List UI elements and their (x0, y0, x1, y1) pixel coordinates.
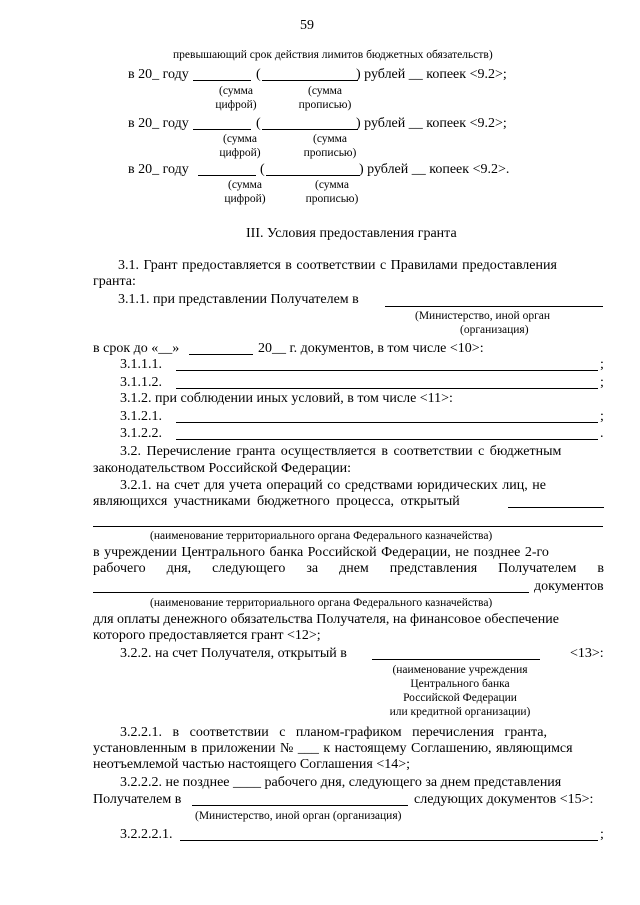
para-3-2-2-2-end: следующих документов <15>: (414, 792, 594, 807)
central-bank-line2: рабочего дня, следующего за днем представления Получателем в (93, 561, 604, 576)
central-bank-line1: в учреждении Центрального банка Российской Федерации, не позднее 2-го (93, 545, 549, 560)
para-3-2-line2: законодательством Российской Федерации: (93, 461, 352, 476)
caption-bank: (наименование учреждения Центрального банка Российской Федерации или кредитной организации) (389, 664, 531, 718)
item-3-2-2-2-1: 3.2.2.2.1. (120, 827, 173, 842)
caption-treasury-2: (наименование территориального органа Федерального казначейства) (150, 597, 493, 609)
caption-digits: (сумма цифрой) (215, 85, 257, 111)
para-3-2-2-2-line1: 3.2.2.2. не позднее ____ рабочего дня, следующего за днем представления (120, 775, 562, 790)
caption-ministry-2: (организация) (460, 324, 529, 336)
intro-line: превышающий срок действия лимитов бюджетных обязательств) (173, 49, 493, 61)
caption-digits: (сумма цифрой) (219, 133, 261, 159)
item-3-1-1-2: 3.1.1.2. (120, 375, 162, 390)
caption-words: (сумма прописью) (305, 179, 359, 205)
year-row-2-prefix: в 20_ году (128, 116, 189, 131)
blank-line (508, 507, 604, 508)
page-number: 59 (300, 18, 314, 33)
blank-line (372, 659, 540, 660)
para-3-2-2-1-line2: установленным в приложении № ___ к настоящему Соглашению, являющимся (93, 741, 573, 756)
year-row-3-prefix: в 20_ году (128, 162, 189, 177)
para-3-2-2-1-line3: неотъемлемой частью настоящего Соглашения <14>; (93, 757, 411, 772)
blank-line (93, 526, 603, 527)
year-row-1-suffix: ) рублей __ копеек <9.2>; (356, 67, 507, 82)
blank-line (93, 592, 529, 593)
item-3-1-2-1: 3.1.2.1. (120, 409, 162, 424)
blank-line (189, 354, 253, 355)
blank-line (180, 840, 598, 841)
year-row-1-prefix: в 20_ году (128, 67, 189, 82)
para-3-1-line2: гранта: (93, 274, 136, 289)
para-3-1-2: 3.1.2. при соблюдении иных условий, в том числе <11>: (120, 391, 453, 406)
open-paren: ( (260, 162, 265, 177)
year-row-3-suffix: ) рублей __ копеек <9.2>. (359, 162, 510, 177)
semicolon: ; (600, 357, 604, 372)
semicolon: ; (600, 409, 604, 424)
semicolon: ; (600, 375, 604, 390)
para-3-2-1-line2: являющихся участниками бюджетного процесса, открытый (93, 494, 460, 509)
open-paren: ( (256, 116, 261, 131)
blank-line (193, 80, 251, 81)
blank-line (176, 370, 598, 371)
caption-words: (сумма прописью) (303, 133, 357, 159)
documents-word: документов (534, 579, 604, 594)
caption-ministry-full: (Министерство, иной орган (организация) (195, 810, 402, 822)
period: . (600, 426, 604, 441)
blank-line (262, 129, 358, 130)
semicolon: ; (600, 827, 604, 842)
blank-line (262, 80, 358, 81)
deadline-end: 20__ г. документов, в том числе <10>: (258, 341, 484, 356)
para-3-2-2: 3.2.2. на счет Получателя, открытый в (120, 646, 347, 661)
item-3-1-1-1: 3.1.1.1. (120, 357, 162, 372)
payment-line2: которого предоставляется грант <12>; (93, 628, 321, 643)
blank-line (176, 439, 598, 440)
caption-digits: (сумма цифрой) (224, 179, 266, 205)
para-3-1-line1: 3.1. Грант предоставляется в соответствии с Правилами предоставления (118, 258, 557, 273)
para-3-1-1: 3.1.1. при представлении Получателем в (118, 292, 359, 307)
blank-line (266, 175, 360, 176)
caption-ministry-1: (Министерство, иной орган (415, 310, 551, 322)
para-3-2-2-2-start: Получателем в (93, 792, 182, 807)
blank-line (176, 388, 598, 389)
payment-line1: для оплаты денежного обязательства Получателя, на финансовое обеспечение (93, 612, 559, 627)
ref-13: <13>: (570, 646, 604, 661)
para-3-2-2-1-line1: 3.2.2.1. в соответствии с планом-графиком перечисления гранта, (120, 725, 547, 740)
blank-line (385, 306, 603, 307)
year-row-2-suffix: ) рублей __ копеек <9.2>; (356, 116, 507, 131)
blank-line (198, 175, 256, 176)
blank-line (192, 805, 408, 806)
caption-treasury-1: (наименование территориального органа Федерального казначейства) (150, 530, 493, 542)
blank-line (176, 422, 598, 423)
blank-line (193, 129, 251, 130)
para-3-2-line1: 3.2. Перечисление гранта осуществляется в соответствии с бюджетным (120, 444, 562, 459)
para-3-2-1-line1: 3.2.1. на счет для учета операций со средствами юридических лиц, не (120, 478, 546, 493)
section-title: III. Условия предоставления гранта (246, 226, 457, 241)
caption-words: (сумма прописью) (298, 85, 352, 111)
deadline-start: в срок до «__» (93, 341, 180, 356)
open-paren: ( (256, 67, 261, 82)
item-3-1-2-2: 3.1.2.2. (120, 426, 162, 441)
